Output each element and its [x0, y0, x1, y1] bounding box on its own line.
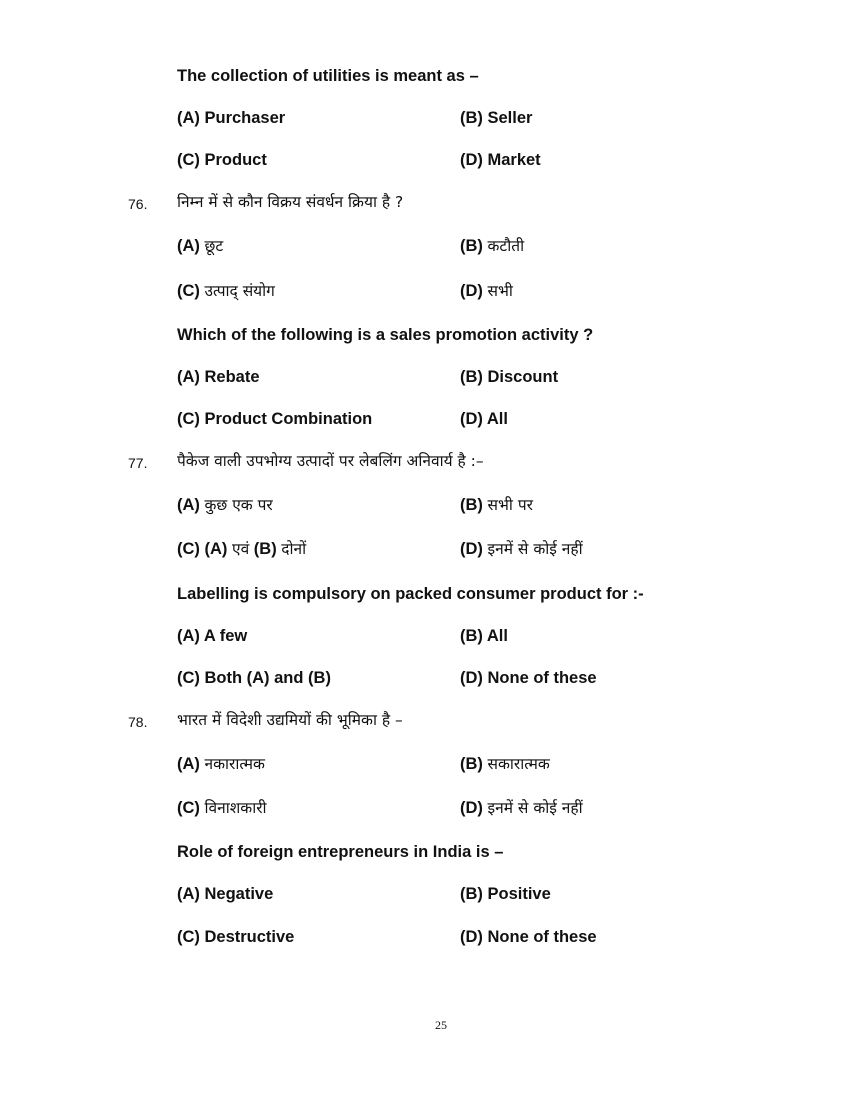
option-text: सकारात्मक	[487, 755, 550, 773]
q76-hindi-option-b	[460, 236, 524, 256]
option-label: (B)	[460, 755, 483, 773]
q77-english-question: Labelling is compulsory on packed consumer product for :-	[177, 585, 644, 603]
option-label: (D)	[460, 282, 483, 300]
q75-option-d: (D) Market	[460, 151, 541, 169]
q77-option-b: (B) All	[460, 627, 508, 645]
q77-hindi-option-a	[177, 495, 273, 515]
option-text: एवं	[232, 540, 250, 558]
q76-option-a: (A) Rebate	[177, 368, 260, 386]
option-text: उत्पाद् संयोग	[204, 282, 275, 300]
option-label: (D)	[460, 799, 483, 817]
q76-number: 76.	[128, 196, 148, 212]
q78-option-d: (D) None of these	[460, 928, 597, 946]
q78-english-question: Role of foreign entrepreneurs in India is –	[177, 843, 504, 861]
q76-english-question: Which of the following is a sales promotion activity ?	[177, 326, 594, 344]
option-text: कटौती	[487, 237, 525, 255]
option-text: विनाशकारी	[204, 799, 267, 817]
option-text: इनमें से कोई नहीं	[487, 540, 583, 558]
option-label: (A)	[177, 496, 200, 514]
q77-number: 77.	[128, 455, 148, 471]
q78-option-a: (A) Negative	[177, 885, 274, 903]
option-label: (C) (A)	[177, 540, 228, 558]
option-text: कुछ एक पर	[204, 496, 273, 514]
q78-hindi-question: भारत में विदेशी उद्यमियों की भूमिका है –	[177, 711, 403, 729]
q75-english-question: The collection of utilities is meant as –	[177, 67, 479, 85]
option-text: दोनों	[281, 540, 307, 558]
option-label: (C)	[177, 282, 200, 300]
option-text: छूट	[204, 237, 224, 255]
q78-option-b: (B) Positive	[460, 885, 551, 903]
q78-number: 78.	[128, 714, 148, 730]
q77-hindi-option-d	[460, 539, 583, 559]
option-label: (B)	[460, 496, 483, 514]
option-text: सभी पर	[487, 496, 533, 514]
q76-option-c: (C) Product Combination	[177, 410, 373, 428]
q77-option-c: (C) Both (A) and (B)	[177, 669, 331, 687]
q77-hindi-option-b	[460, 495, 533, 515]
q77-option-d: (D) None of these	[460, 669, 597, 687]
option-text: इनमें से कोई नहीं	[487, 799, 583, 817]
option-label: (B)	[253, 540, 277, 558]
page-number: 25	[435, 1018, 447, 1032]
q76-hindi-option-a	[177, 236, 223, 256]
q77-hindi-option-c	[177, 539, 306, 559]
option-label: (D)	[460, 540, 483, 558]
option-text: सभी	[487, 282, 513, 300]
q75-option-b: (B) Seller	[460, 109, 533, 127]
q76-hindi-option-d	[460, 281, 513, 301]
q78-option-c: (C) Destructive	[177, 928, 295, 946]
q76-hindi-option-c	[177, 281, 275, 301]
q78-hindi-option-c	[177, 798, 267, 818]
q77-hindi-question: पैकेज वाली उपभोग्य उत्पादों पर लेबलिंग अनिवार्य है :–	[177, 452, 484, 470]
option-label: (C)	[177, 799, 200, 817]
option-label: (A)	[177, 237, 200, 255]
q76-option-b: (B) Discount	[460, 368, 559, 386]
option-label: (A)	[177, 755, 200, 773]
q77-option-a: (A) A few	[177, 627, 248, 645]
q78-hindi-option-b	[460, 754, 550, 774]
option-label: (B)	[460, 237, 483, 255]
option-text: नकारात्मक	[204, 755, 265, 773]
q76-option-d: (D) All	[460, 410, 508, 428]
q75-option-c: (C) Product	[177, 151, 267, 169]
q75-option-a: (A) Purchaser	[177, 109, 286, 127]
q76-hindi-question: निम्न में से कौन विक्रय संवर्धन क्रिया है ?	[177, 193, 404, 211]
q78-hindi-option-d	[460, 798, 583, 818]
q78-hindi-option-a	[177, 754, 265, 774]
